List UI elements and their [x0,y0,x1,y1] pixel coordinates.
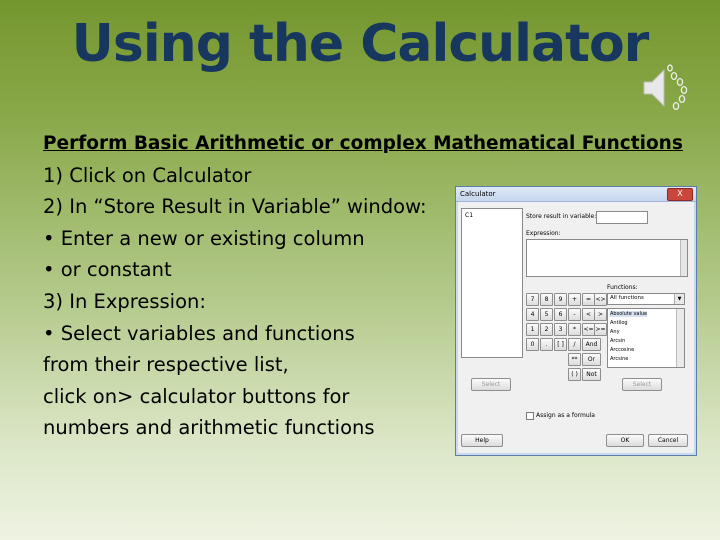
functions-label: Functions: [607,284,638,291]
slide-title: Using the Calculator [71,14,649,74]
variable-item[interactable]: C1 [465,212,474,219]
key-9[interactable]: 9 [554,293,567,306]
functions-scrollbar[interactable] [676,309,684,367]
key-less-equal[interactable]: <= [582,323,595,336]
store-result-label: Store result in variable: [526,213,597,220]
key-6[interactable]: 6 [554,308,567,321]
variables-list[interactable] [461,208,523,358]
key-5[interactable]: 5 [540,308,553,321]
dialog-title: Calculator [460,190,496,198]
key-plus[interactable]: + [568,293,581,306]
assign-formula-label: Assign as a formula [536,412,595,419]
key-multiply[interactable]: * [568,323,581,336]
dialog-titlebar[interactable] [456,187,696,202]
body-line: 3) In Expression: [43,289,206,313]
expression-field[interactable] [526,239,688,277]
help-button[interactable]: Help [461,434,503,447]
assign-formula-checkbox[interactable] [526,412,534,420]
body-line: • or constant [43,258,172,282]
key-power[interactable]: ** [568,353,581,366]
expression-label: Expression: [526,230,561,237]
calculator-dialog [455,186,697,456]
key-brackets[interactable]: [ ] [554,338,567,351]
key-8[interactable]: 8 [540,293,553,306]
key-not[interactable]: Not [582,368,601,381]
select-function-button[interactable]: Select [622,378,662,391]
key-3[interactable]: 3 [554,323,567,336]
functions-dropdown-value: All functions [610,295,644,301]
key-greater-than[interactable]: > [594,308,607,321]
function-item[interactable]: Absolute value [610,311,648,317]
body-line: 1) Click on Calculator [43,163,252,187]
key-equals[interactable]: = [582,293,595,306]
body-line: numbers and arithmetic functions [43,416,375,440]
key-less-than[interactable]: < [582,308,595,321]
key-not-equal[interactable]: <> [594,293,607,306]
body-line: 2) In “Store Result in Variable” window: [43,195,427,219]
chevron-down-icon[interactable]: ▼ [674,294,684,304]
select-variable-button[interactable]: Select [471,378,511,391]
function-item[interactable]: Arcsin [610,338,626,344]
close-button[interactable]: X [667,188,693,201]
function-item[interactable]: Arccosine [610,347,635,353]
key-2[interactable]: 2 [540,323,553,336]
expression-scrollbar[interactable] [680,240,687,276]
body-line: • Enter a new or existing column [43,226,365,250]
body-heading: Perform Basic Arithmetic or complex Mathematical Functions [43,133,683,154]
ok-button[interactable]: OK [606,434,644,447]
store-result-input[interactable] [596,211,648,224]
body-line: • Select variables and functions [43,321,355,345]
key-decimal[interactable]: . [540,338,553,351]
key-4[interactable]: 4 [526,308,539,321]
speaker-icon[interactable] [640,62,700,114]
key-greater-equal[interactable]: >= [594,323,607,336]
key-divide[interactable]: / [568,338,581,351]
function-item[interactable]: Antilog [610,320,628,326]
key-and[interactable]: And [582,338,601,351]
cancel-button[interactable]: Cancel [648,434,688,447]
key-or[interactable]: Or [582,353,601,366]
key-1[interactable]: 1 [526,323,539,336]
body-line: click on> calculator buttons for [43,384,350,408]
key-minus[interactable]: - [568,308,581,321]
key-0[interactable]: 0 [526,338,539,351]
function-item[interactable]: Arcsine [610,356,629,362]
function-item[interactable]: Any [610,329,620,335]
functions-list[interactable] [607,308,685,368]
body-line: from their respective list, [43,353,289,377]
key-7[interactable]: 7 [526,293,539,306]
functions-dropdown[interactable] [607,293,685,305]
key-parentheses[interactable]: ( ) [568,368,581,381]
